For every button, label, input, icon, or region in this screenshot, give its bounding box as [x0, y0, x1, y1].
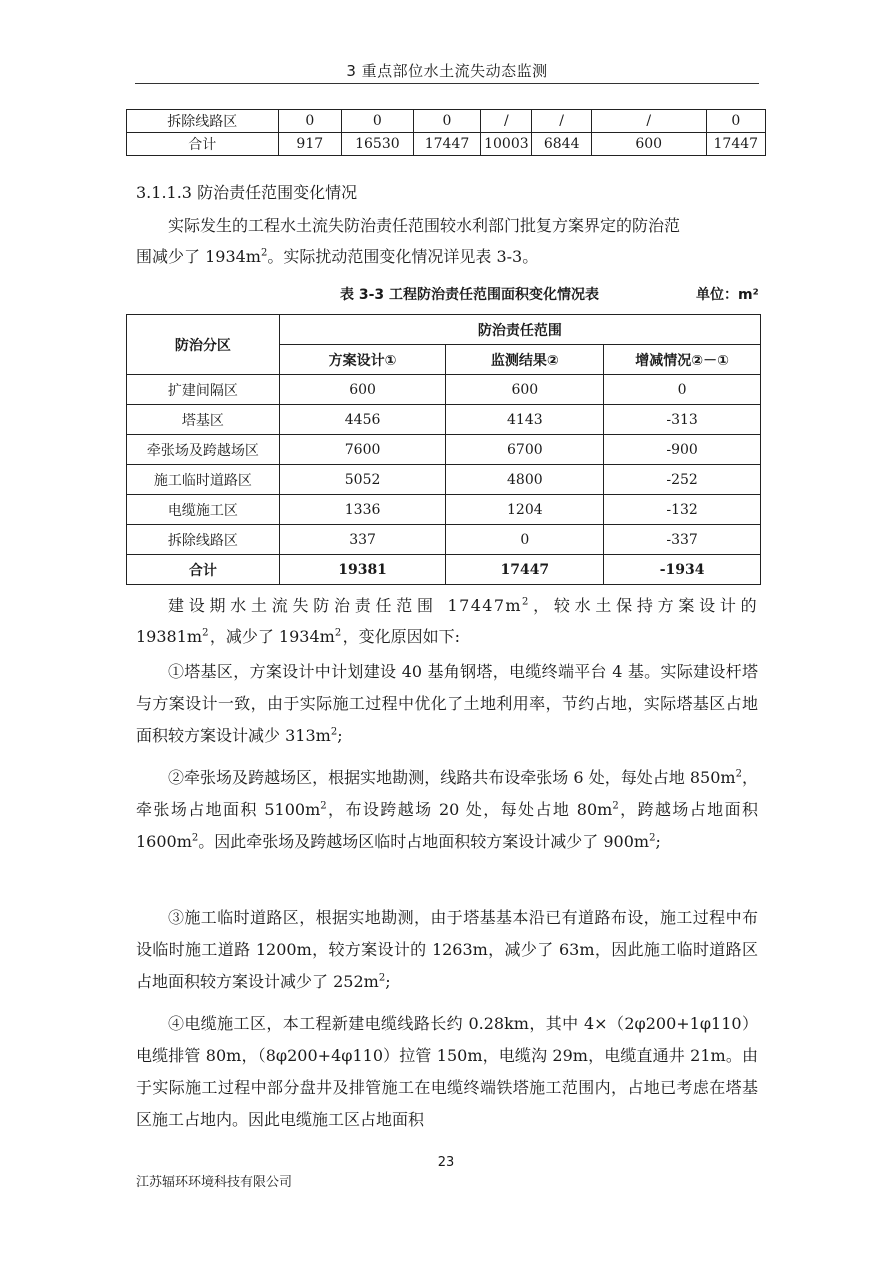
table-cell: /: [481, 110, 532, 133]
table-cell: 塔基区: [127, 405, 280, 435]
table-cell: 10003: [481, 133, 532, 156]
table-cell: -1934: [604, 555, 761, 585]
page-header: 3 重点部位水土流失动态监测: [346, 62, 548, 80]
header-zone: 防治分区: [127, 315, 280, 375]
table-cell: 0: [342, 110, 414, 133]
table-cell: 4143: [446, 405, 604, 435]
paragraph-line: 实际发生的工程水土流失防治责任范围较水利部门批复方案界定的防治范: [168, 216, 681, 235]
header-monitor: 监测结果②: [446, 345, 604, 375]
table-cell: 拆除线路区: [127, 110, 279, 133]
superscript: 2: [522, 596, 530, 608]
table-row: [127, 465, 761, 495]
superscript: 2: [202, 627, 210, 639]
superscript: 2: [330, 726, 338, 738]
text-run: ;: [655, 832, 661, 851]
table-header-row: [127, 315, 761, 345]
table-cell: 600: [591, 133, 706, 156]
responsibility-area-table: [126, 314, 761, 585]
paragraph: [136, 210, 758, 272]
table-cell: 917: [278, 133, 341, 156]
text-run: ;: [385, 972, 391, 991]
superscript: 2: [378, 972, 386, 984]
paragraph: [136, 590, 758, 652]
paragraph: [136, 656, 758, 752]
text-run: ，较水土保持方案设计的: [529, 596, 758, 615]
table-cell: 扩建间隔区: [127, 375, 280, 405]
table-cell: 合计: [127, 555, 280, 585]
table-cell: 0: [413, 110, 481, 133]
continued-table: [126, 109, 766, 156]
text-run: ，变化原因如下:: [342, 627, 460, 646]
section-heading: 3.1.1.3 防治责任范围变化情况: [136, 183, 358, 202]
paragraph-line: [136, 241, 758, 272]
superscript: 2: [191, 832, 199, 844]
text-run: ，布设跨越场 20 处，每处占地 80m: [326, 800, 613, 819]
table-cell: 7600: [279, 435, 446, 465]
table-cell: 0: [446, 525, 604, 555]
table-cell: 0: [278, 110, 341, 133]
table-cell: 17447: [413, 133, 481, 156]
table-cell: 6844: [532, 133, 591, 156]
table-cell: /: [591, 110, 706, 133]
text-run: 建设期水土流失防治责任范围 17447m: [168, 596, 523, 615]
table-cell: 1336: [279, 495, 446, 525]
table-cell: -132: [604, 495, 761, 525]
table-cell: 0: [706, 110, 765, 133]
table-row: [127, 435, 761, 465]
table-row: [127, 110, 766, 133]
table-cell: 0: [604, 375, 761, 405]
paragraph: [136, 762, 758, 858]
table-row: [127, 133, 766, 156]
table-cell: 5052: [279, 465, 446, 495]
table-cell: -900: [604, 435, 761, 465]
company-name: 江苏辐环环境科技有限公司: [136, 1175, 293, 1190]
text-run: 。实际扰动范围变化情况详见表 3-3。: [267, 247, 539, 266]
table-row: [127, 405, 761, 435]
text-run: ②牵张场及跨越场区，根据实地勘测，线路共布设牵张场 6 处，每处占地 850m: [168, 768, 736, 787]
table-unit: 单位：m²: [696, 287, 759, 303]
table-cell: 1204: [446, 495, 604, 525]
table-cell: 17447: [706, 133, 765, 156]
text-run: ③施工临时道路区，根据实地勘测，由于塔基基本沿已有道路布设，施工过程中布设临时施工道路 1200m，较方案设计的 1263m，减少了 63m，因此施工临时道路区占地面积较方案设计减少了 252m: [136, 908, 758, 991]
table-cell: 4800: [446, 465, 604, 495]
table-cell: 拆除线路区: [127, 525, 280, 555]
table-cell: 牵张场及跨越场区: [127, 435, 280, 465]
table-total-row: [127, 555, 761, 585]
superscript: 2: [334, 627, 343, 639]
table-cell: -313: [604, 405, 761, 435]
table-cell: -252: [604, 465, 761, 495]
table-cell: 16530: [342, 133, 414, 156]
text-run: ，牵张场占地面积 5100m: [136, 768, 758, 819]
table-caption: 表 3-3 工程防治责任范围面积变化情况表: [340, 287, 600, 303]
table-row: [127, 375, 761, 405]
table-row: [127, 525, 761, 555]
header-plan: 方案设计①: [279, 345, 446, 375]
table-cell: /: [532, 110, 591, 133]
superscript: 2: [735, 768, 742, 780]
text-run: 围减少了 1934m: [136, 247, 261, 266]
table-cell: 600: [446, 375, 604, 405]
table-cell: 4456: [279, 405, 446, 435]
text-run: 19381m: [136, 627, 203, 646]
text-run: ;: [337, 726, 343, 745]
table-cell: 电缆施工区: [127, 495, 280, 525]
header-group: 防治责任范围: [279, 315, 760, 345]
table-cell: 19381: [279, 555, 446, 585]
paragraph: [136, 902, 758, 998]
text-run: ，减少了 1934m: [209, 627, 335, 646]
text-run: 。因此牵张场及跨越场区临时占地面积较方案设计减少了 900m: [198, 832, 650, 851]
superscript: 2: [649, 832, 656, 844]
table-cell: 600: [279, 375, 446, 405]
header-divider: [135, 83, 759, 84]
text-run: ，跨越场占地面积 1600m: [136, 800, 758, 851]
header-change: 增减情况②－①: [604, 345, 761, 375]
table-cell: -337: [604, 525, 761, 555]
text-run: ①塔基区，方案设计中计划建设 40 基角钢塔，电缆终端平台 4 基。实际建设杆塔与方案设计一致，由于实际施工过程中优化了土地利用率，节约占地，实际塔基区占地面积较方案设计减少 313m: [136, 662, 758, 745]
superscript: 2: [260, 247, 268, 259]
paragraph: [136, 1008, 758, 1136]
table-cell: 施工临时道路区: [127, 465, 280, 495]
table-cell: 337: [279, 525, 446, 555]
table-row: [127, 495, 761, 525]
superscript: 2: [320, 800, 327, 812]
page-number: 23: [437, 1155, 455, 1170]
text-run: ④电缆施工区，本工程新建电缆线路长约 0.28km，其中 4×（2φ200+1φ110）电缆排管 80m，（8φ200+4φ110）拉管 150m，电缆沟 29m，电缆直通井 21m。由于实际施工过程中部分盘井及排管施工在电缆终端铁塔施工范围内，占地已考虑在塔基区施工占地内。因此电缆施工区占地面积: [136, 1014, 758, 1129]
superscript: 2: [612, 800, 619, 812]
table-cell: 6700: [446, 435, 604, 465]
table-cell: 17447: [446, 555, 604, 585]
table-cell: 合计: [127, 133, 279, 156]
